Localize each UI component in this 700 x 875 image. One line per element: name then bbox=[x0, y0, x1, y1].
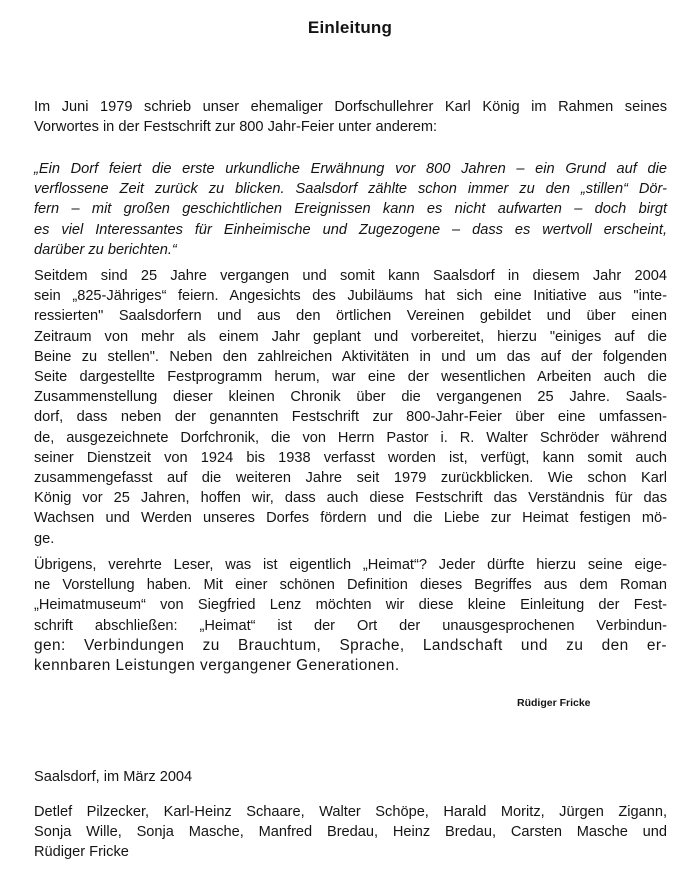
text-line: Seitdem sind 25 Jahre vergangen und somit kann Saalsdorf in diesem Jahr 2004 bbox=[34, 268, 667, 284]
text-line: de, ausgezeichnete Dorfchronik, die von Herrn Pastor i. R. Walter Schröder während bbox=[34, 429, 667, 446]
text-line: verflossene Zeit zurück zu blicken. Saalsdorf zählte schon immer zu den „stillen“ Dör- bbox=[34, 181, 667, 198]
text-line: Vorwortes in der Festschrift zur 800 Jahr-Feier unter anderem: bbox=[34, 119, 438, 136]
text-line: fern – mit großen geschichtlichen Ereignissen kann es nicht aufwarten – doch birgt bbox=[34, 201, 667, 218]
text-line: Seite dargestellte Festprogramm herum, war eine der wesentlichen Arbeiten auch die bbox=[34, 369, 667, 386]
text-line: Sonja Wille, Sonja Masche, Manfred Bredau, Heinz Bredau, Carsten Masche und bbox=[34, 824, 667, 841]
text-line: schrift abschließen: „Heimat“ ist der Ort der unausgesprochenen Verbindun- bbox=[34, 617, 667, 634]
contributor-names bbox=[34, 802, 667, 863]
text-line: Zeitraum von mehr als einem Jahr geplant und vorbereitet, hierzu "einiges auf die bbox=[34, 328, 667, 345]
text-line: es viel Interessantes für Einheimische und Zugezogene – dass es wertvoll erscheint, bbox=[34, 221, 667, 238]
body-paragraph bbox=[34, 266, 667, 549]
text-line: „Heimatmuseum“ von Siegfried Lenz möchten wir diese kleine Einleitung der Fest- bbox=[34, 597, 667, 614]
intro-paragraph bbox=[34, 97, 667, 137]
text-line: kennbaren Leistungen vergangener Generationen. bbox=[34, 657, 400, 675]
closing-paragraph bbox=[34, 555, 667, 676]
text-line: sein „825-Jähriges“ feiern. Angesichts des Jubiläums hat sich eine Initiative aus "inte- bbox=[34, 288, 667, 305]
text-line: Detlef Pilzecker, Karl-Heinz Schaare, Walter Schöpe, Harald Moritz, Jürgen Zigann, bbox=[34, 804, 667, 820]
author-signature: Rüdiger Fricke bbox=[517, 697, 591, 709]
text-line: Rüdiger Fricke bbox=[34, 844, 129, 861]
text-line: ge. bbox=[34, 530, 55, 547]
text-line: Zusammenstellung dieser kleinen Chronik über die vergangenen 25 Jahre. Saals- bbox=[34, 389, 667, 406]
text-line: seiner Dienstzeit von 1924 bis 1938 verfasst worden ist, verfügt, kann somit auch bbox=[34, 449, 667, 466]
text-line: Im Juni 1979 schrieb unser ehemaliger Dorfschullehrer Karl König im Rahmen seines bbox=[34, 99, 667, 115]
text-line: Wachsen und Werden unseres Dorfes fördern und die Liebe zur Heimat festigen mö- bbox=[34, 510, 667, 527]
text-line: zusammengefasst auf die weiteren Jahre seit 1979 zurückblicken. Wie schon Karl bbox=[34, 470, 667, 487]
text-line: Beine zu stellen". Neben den zahlreichen Aktivitäten in und um das auf der folgenden bbox=[34, 348, 667, 365]
page-title: Einleitung bbox=[307, 18, 393, 37]
text-line: ne Vorstellung haben. Mit einer schönen Definition dieses Begriffes aus dem Roman bbox=[34, 577, 667, 594]
text-line: darüber zu berichten.“ bbox=[34, 241, 177, 258]
text-line: ressierten" Saalsdorfern und aus den örtlichen Vereinen gebildet und über einen bbox=[34, 308, 667, 325]
text-line: „Ein Dorf feiert die erste urkundliche Erwähnung vor 800 Jahren – ein Grund auf die bbox=[34, 161, 667, 177]
text-line: Übrigens, verehrte Leser, was ist eigentlich „Heimat“? Jeder dürfte hierzu seine eige- bbox=[34, 557, 667, 573]
text-line: gen: Verbindungen zu Brauchtum, Sprache, Landschaft und zu den er- bbox=[34, 636, 667, 654]
text-line: König vor 25 Jahren, hoffen wir, dass auch diese Festschrift das Verständnis für das bbox=[34, 490, 667, 507]
place-date: Saalsdorf, im März 2004 bbox=[34, 769, 193, 785]
quote-paragraph bbox=[34, 159, 667, 260]
text-line: dorf, dass neben der genannten Festschrift zur 800-Jahr-Feier über eine umfassen- bbox=[34, 409, 667, 426]
